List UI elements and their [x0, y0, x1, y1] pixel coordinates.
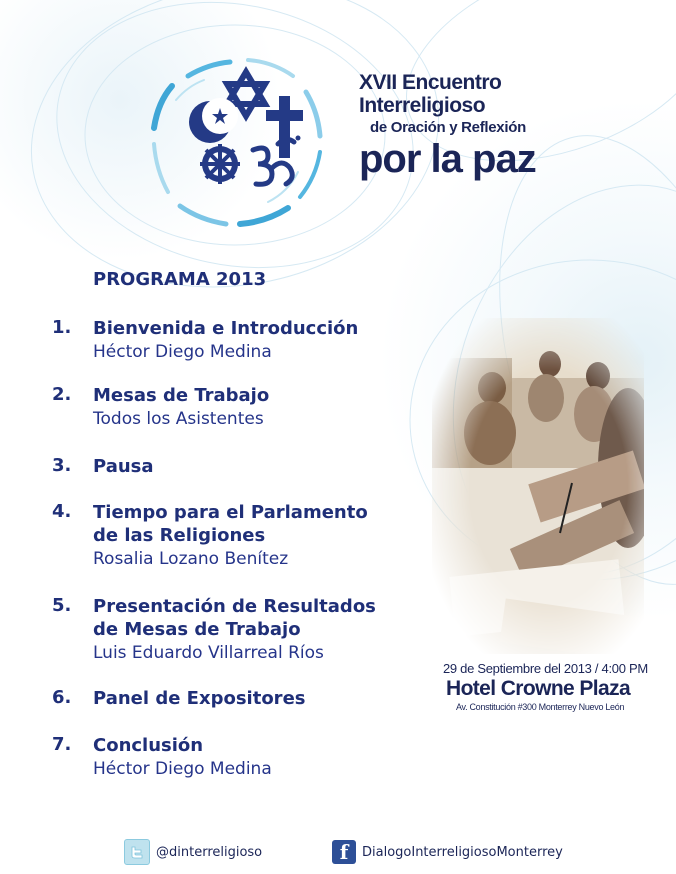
meeting-photo: [432, 318, 644, 654]
program-item-speaker: Luis Eduardo Villarreal Ríos: [93, 643, 324, 663]
facebook-page-name[interactable]: DialogoInterreligiosoMonterrey: [362, 844, 563, 860]
cross-icon: [266, 96, 303, 158]
interreligious-logo: [148, 52, 326, 230]
program-item-title: Bienvenida e Introducción: [93, 318, 359, 339]
program-item-number: 2.: [52, 384, 72, 405]
facebook-icon: f: [332, 840, 356, 864]
program-item-title: Panel de Expositores: [93, 688, 306, 709]
program-item-number: 6.: [52, 687, 72, 708]
crescent-star-icon: [189, 98, 238, 143]
event-title-line-3: de Oración y Reflexión: [370, 119, 526, 136]
program-item-number: 4.: [52, 501, 72, 522]
program-item-title: Tiempo para el Parlamento: [93, 502, 368, 523]
program-item-title: Mesas de Trabajo: [93, 385, 270, 406]
program-item-title-line-2: de Mesas de Trabajo: [93, 619, 301, 640]
program-item-speaker: Héctor Diego Medina: [93, 342, 272, 362]
program-item-number: 7.: [52, 734, 72, 755]
event-venue: Hotel Crowne Plaza: [446, 677, 631, 700]
program-title: PROGRAMA 2013: [93, 269, 267, 290]
program-item-title-line-2: de las Religiones: [93, 525, 266, 546]
program-item-speaker: Rosalia Lozano Benítez: [93, 549, 289, 569]
twitter-link[interactable]: [124, 838, 262, 866]
event-title-line-1: XVII Encuentro: [359, 71, 502, 94]
event-title-line-4: por la paz: [359, 137, 536, 181]
facebook-link[interactable]: [332, 838, 563, 866]
event-date-time: 29 de Septiembre del 2013 / 4:00 PM: [443, 661, 648, 676]
program-item-speaker: Héctor Diego Medina: [93, 759, 272, 779]
program-item-number: 5.: [52, 595, 72, 616]
program-item-speaker: Todos los Asistentes: [93, 409, 264, 429]
program-item-title: Presentación de Resultados: [93, 596, 376, 617]
program-item-title: Conclusión: [93, 735, 204, 756]
program-item-number: 1.: [52, 317, 72, 338]
om-icon: [253, 136, 301, 185]
event-title-line-2: Interreligioso: [359, 94, 486, 117]
program-item-title: Pausa: [93, 456, 154, 477]
dharma-wheel-icon: [200, 144, 240, 184]
twitter-handle[interactable]: @dinterreligioso: [156, 844, 263, 860]
twitter-icon: [124, 839, 150, 865]
event-address: Av. Constitución #300 Monterrey Nuevo León: [456, 702, 625, 712]
program-item-number: 3.: [52, 455, 72, 476]
